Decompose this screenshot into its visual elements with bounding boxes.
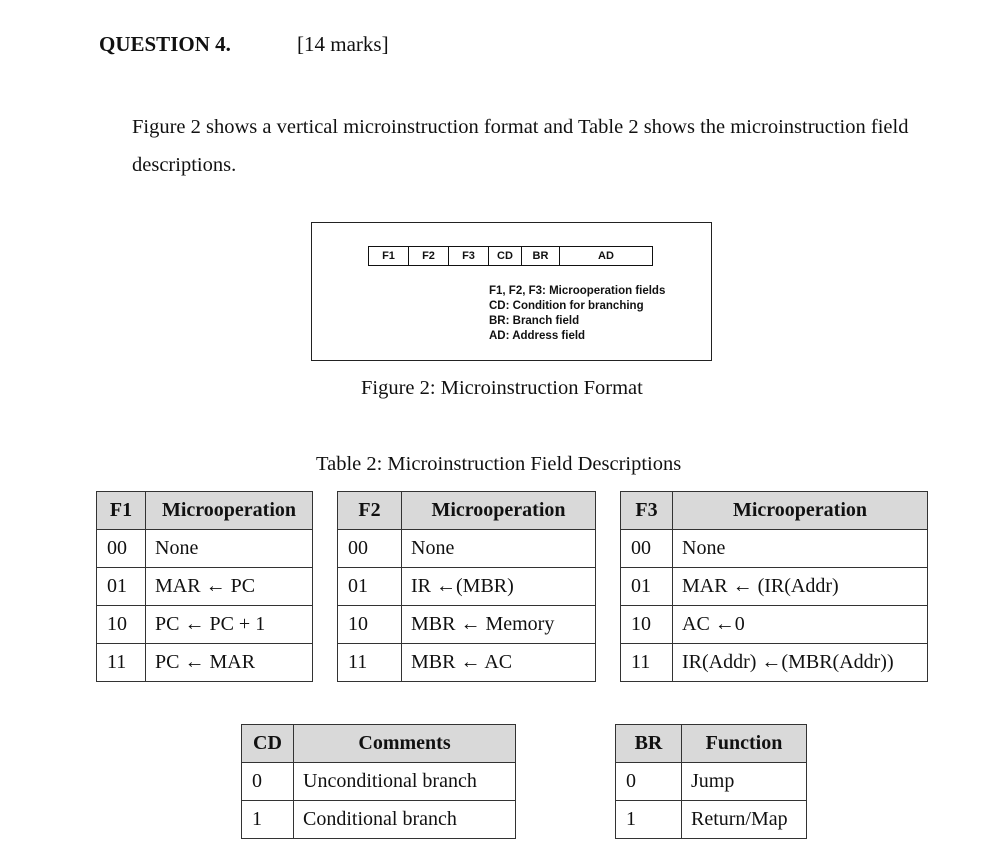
- table-row: [338, 644, 596, 682]
- cell-op: None: [146, 530, 313, 568]
- br-header-code: BR: [616, 725, 682, 763]
- cell-code: 01: [338, 568, 402, 606]
- f2-header-op: Microoperation: [402, 492, 596, 530]
- legend-line: BR: Branch field: [489, 315, 580, 327]
- cell-op: None: [402, 530, 596, 568]
- question-title: QUESTION 4.: [99, 32, 231, 56]
- field-f1: F1: [369, 247, 409, 265]
- cell-op: AC ←0: [673, 606, 928, 644]
- table-row: [338, 530, 596, 568]
- question-marks: [14 marks]: [297, 32, 389, 56]
- cd-header-comments: Comments: [294, 725, 516, 763]
- cell-code: 0: [242, 763, 294, 801]
- table-row: [621, 568, 928, 606]
- br-table: [615, 724, 807, 839]
- cell-op: MAR ← PC: [146, 568, 313, 606]
- field-cd: CD: [489, 247, 522, 265]
- field-f3: F3: [449, 247, 489, 265]
- table-caption: Table 2: Microinstruction Field Descriptions: [316, 453, 682, 475]
- cell-code: 10: [621, 606, 673, 644]
- field-f2: F2: [409, 247, 449, 265]
- cd-table: [241, 724, 516, 839]
- cell-op: PC ← MAR: [146, 644, 313, 682]
- cell-code: 00: [338, 530, 402, 568]
- figure-legend: [489, 284, 665, 344]
- legend-line: AD: Address field: [489, 330, 586, 342]
- cell-code: 01: [97, 568, 146, 606]
- cell-op: MBR ← AC: [402, 644, 596, 682]
- br-header-function: Function: [682, 725, 807, 763]
- cell-code: 10: [97, 606, 146, 644]
- table-row: [621, 644, 928, 682]
- table-row: [97, 644, 313, 682]
- f2-header-code: F2: [338, 492, 402, 530]
- cell-code: 10: [338, 606, 402, 644]
- cell-op: IR ←(MBR): [402, 568, 596, 606]
- cell-code: 00: [97, 530, 146, 568]
- cell-code: 0: [616, 763, 682, 801]
- cd-header-code: CD: [242, 725, 294, 763]
- table-row: [242, 801, 516, 839]
- cell-code: 01: [621, 568, 673, 606]
- cell-op: MAR ← (IR(Addr): [673, 568, 928, 606]
- table-row: [242, 763, 516, 801]
- table-row: [616, 763, 807, 801]
- f3-header-op: Microoperation: [673, 492, 928, 530]
- field-ad: AD: [598, 250, 614, 262]
- f1-header-code: F1: [97, 492, 146, 530]
- cell-code: 1: [242, 801, 294, 839]
- table-row: [97, 530, 313, 568]
- f3-header-code: F3: [621, 492, 673, 530]
- table-row: [616, 801, 807, 839]
- intro-paragraph: Figure 2 shows a vertical microinstruction format and Table 2 shows the microinstruction field descriptions.: [132, 116, 909, 176]
- cell-code: 11: [97, 644, 146, 682]
- legend-line: F1, F2, F3: Microoperation fields: [489, 285, 666, 297]
- cell-op: PC ← PC + 1: [146, 606, 313, 644]
- microinstruction-format: [368, 246, 653, 266]
- f1-table: [96, 491, 313, 682]
- table-row: [621, 530, 928, 568]
- cell-code: 11: [338, 644, 402, 682]
- cell-op: IR(Addr) ←(MBR(Addr)): [673, 644, 928, 682]
- table-row: [338, 606, 596, 644]
- figure-caption: Figure 2: Microinstruction Format: [361, 377, 643, 399]
- f3-table: [620, 491, 928, 682]
- cell-function: Return/Map: [682, 801, 807, 839]
- cell-code: 1: [616, 801, 682, 839]
- legend-line: CD: Condition for branching: [489, 300, 644, 312]
- cell-comment: Conditional branch: [294, 801, 516, 839]
- cell-op: None: [673, 530, 928, 568]
- cell-op: MBR ← Memory: [402, 606, 596, 644]
- table-row: [621, 606, 928, 644]
- cell-code: 11: [621, 644, 673, 682]
- cell-code: 00: [621, 530, 673, 568]
- table-row: [97, 606, 313, 644]
- table-row: [338, 568, 596, 606]
- f1-header-op: Microoperation: [146, 492, 313, 530]
- table-row: [97, 568, 313, 606]
- cell-comment: Unconditional branch: [294, 763, 516, 801]
- cell-function: Jump: [682, 763, 807, 801]
- field-br: BR: [522, 247, 560, 265]
- f2-table: [337, 491, 596, 682]
